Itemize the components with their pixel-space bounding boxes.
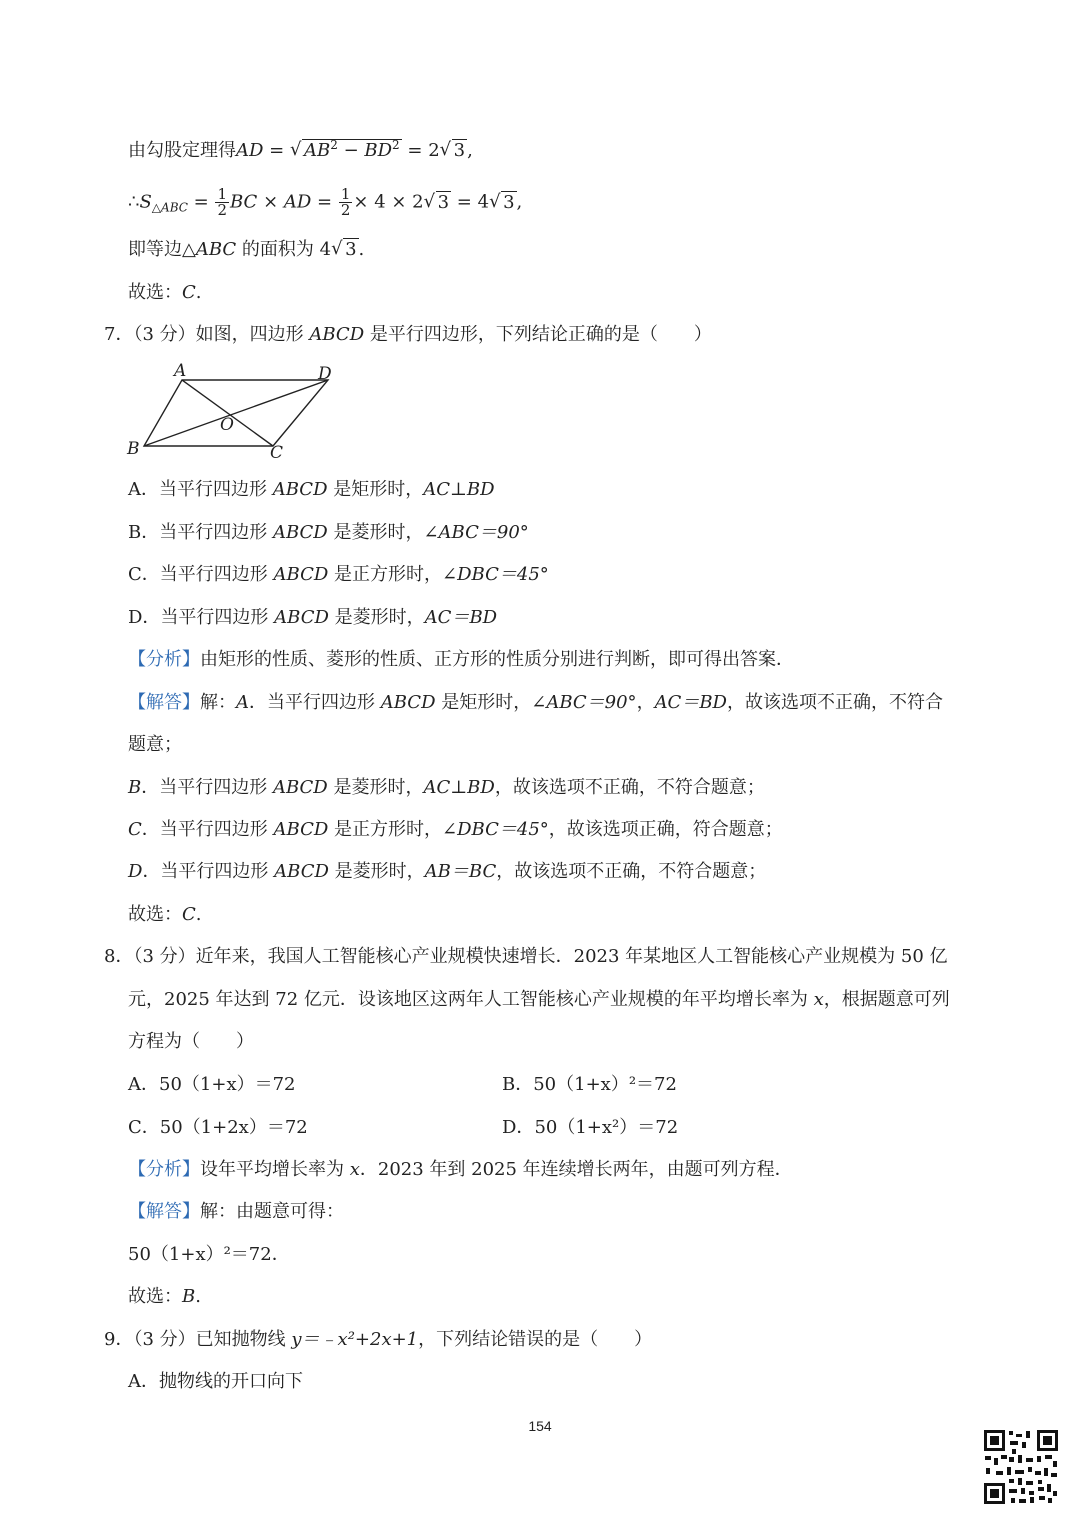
vertex-label-b: B — [127, 439, 140, 459]
vertex-label-a: A — [174, 361, 187, 381]
q8-answer: 故选：B. — [128, 1286, 201, 1307]
q8-option-b[interactable]: B．50（1+x）²＝72 — [502, 1074, 677, 1095]
q7-analysis: 【分析】由矩形的性质、菱形的性质、正方形的性质分别进行判断，即可得出答案． — [128, 649, 794, 670]
q7-solution-d: D．当平行四边形 ABCD 是菱形时，AB＝BC，故该选项不正确，不符合题意； — [128, 861, 767, 882]
q8-solution: 【解答】解：由题意可得： — [128, 1201, 344, 1222]
q7-solution-c: C．当平行四边形 ABCD 是正方形时，∠DBC＝45°，故该选项正确，符合题意； — [128, 819, 783, 840]
q8-analysis: 【分析】设年平均增长率为 x．2023 年到 2025 年连续增长两年，由题可列方程． — [128, 1159, 793, 1180]
analysis-tag: 【分析】 — [128, 649, 200, 670]
q8-equation: 50（1+x）²＝72． — [128, 1244, 290, 1265]
q8-option-c[interactable]: C．50（1+2x）＝72 — [128, 1117, 308, 1138]
q7-option-c[interactable]: C．当平行四边形 ABCD 是正方形时，∠DBC＝45° — [128, 564, 549, 585]
vertex-label-c: C — [270, 443, 284, 463]
q8-stem-line2: 元，2025 年达到 72 亿元．设该地区这两年人工智能核心产业规模的年平均增长率为 x，根据题意可列 — [128, 989, 950, 1010]
solution-tag: 【解答】 — [128, 1201, 200, 1222]
q7-option-d[interactable]: D．当平行四边形 ABCD 是菱形时，AC＝BD — [128, 607, 498, 628]
q8-option-d[interactable]: D．50（1+x²）＝72 — [502, 1117, 679, 1138]
q9-option-a[interactable]: A．抛物线的开口向下 — [128, 1371, 303, 1392]
sol6-area-formula-line: $\therefore S_{\triangle ABC}$ = $\frac{1}{2}$ BC × AD = $\frac{1}{2}$ × 4 × 2√ 3 = 4√ 3 , — [128, 187, 522, 218]
q8-stem-line1: 8．（3 分）近年来，我国人工智能核心产业规模快速增长．2023 年某地区人工智能核心产业规模为 50 亿 — [104, 946, 948, 967]
parallelogram-figure — [120, 358, 350, 463]
q7-answer: 故选：C. — [128, 904, 202, 925]
sol6-answer: 故选：C. — [128, 282, 202, 303]
q7-solution-a: 【解答】解：A．当平行四边形 ABCD 是矩形时，∠ABC＝90°，AC＝BD，故该选项不正确，不符合 — [128, 692, 943, 713]
q9-stem: 9．（3 分）已知抛物线 y＝﹣x²+2x+1，下列结论错误的是（ ） — [104, 1329, 653, 1350]
q7-stem: 7．（3 分）如图，四边形 ABCD 是平行四边形，下列结论正确的是（ ） — [104, 324, 712, 345]
q7-solution-a-continued: 题意； — [128, 734, 182, 755]
q7-option-b[interactable]: B．当平行四边形 ABCD 是菱形时，∠ABC＝90° — [128, 522, 529, 543]
sol6-area-conclusion: 即等边△ABC 的面积为 4√ 3 . — [128, 237, 364, 263]
analysis-tag: 【分析】 — [128, 1159, 200, 1180]
q7-solution-b: B．当平行四边形 ABCD 是菱形时，AC⊥BD，故该选项不正确，不符合题意； — [128, 777, 765, 798]
solution-tag: 【解答】 — [128, 692, 200, 713]
vertex-label-d: D — [318, 364, 332, 384]
center-label-o: O — [220, 415, 234, 435]
q7-option-a[interactable]: A．当平行四边形 ABCD 是矩形时，AC⊥BD — [128, 479, 495, 500]
page-number: 154 — [528, 1418, 552, 1434]
q8-option-a[interactable]: A．50（1+x）＝72 — [128, 1074, 296, 1095]
sol6-pythagoras-line: 由勾股定理得AD = √ $AB^2 - BD^2 = 2√$ 3 , — [128, 138, 473, 164]
qr-code-icon — [982, 1428, 1060, 1506]
q8-stem-line3: 方程为（ ） — [128, 1031, 254, 1052]
diagonal-ac — [182, 380, 273, 446]
